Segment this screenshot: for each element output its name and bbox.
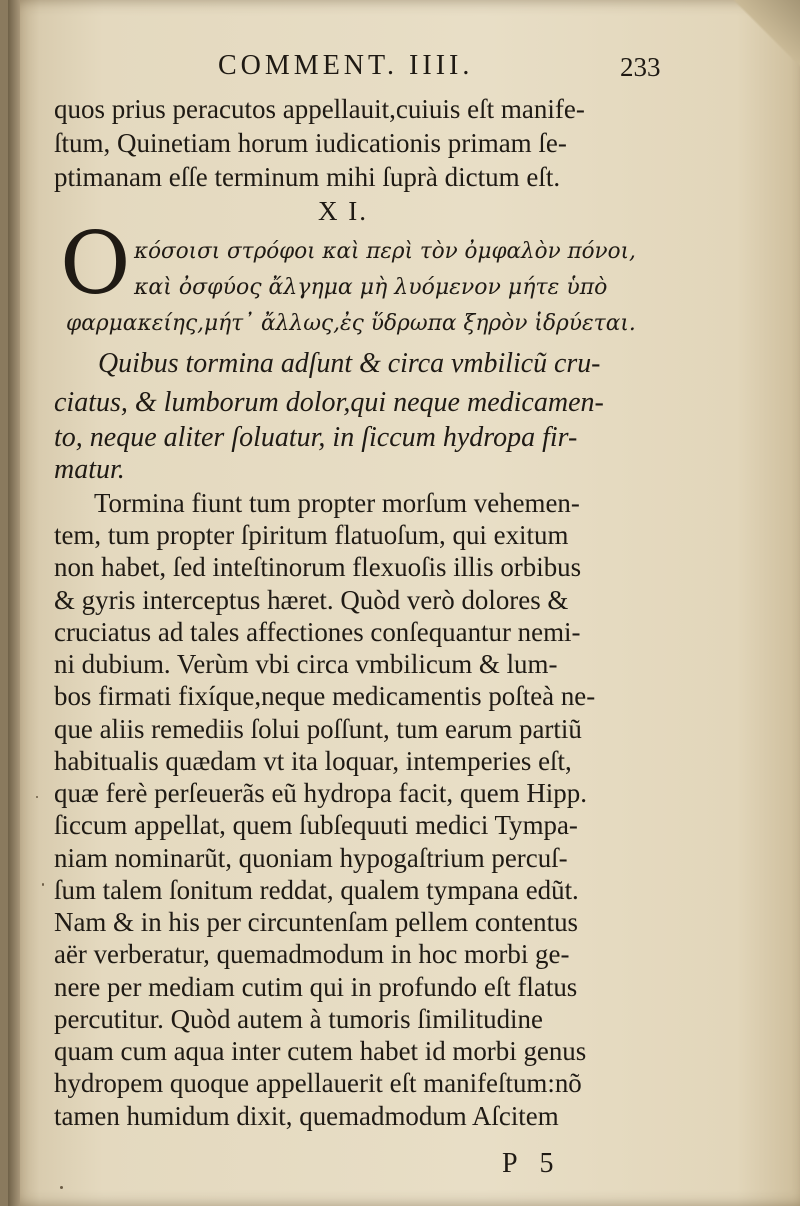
- body-line: nere per mediam cutim qui in profundo eſt flatus: [54, 972, 578, 1002]
- intro-line: ſtum, Quinetiam horum iudicationis primam ſe-: [54, 128, 567, 158]
- latin-translation-line: to, neque aliter ſoluatur, in ſiccum hydropa fir-: [54, 422, 578, 453]
- page-gutter: [8, 0, 20, 1206]
- body-line: ni dubium. Verùm vbi circa vmbilicum & lum-: [54, 649, 558, 679]
- body-line: aër verberatur, quemadmodum in hoc morbi ge-: [54, 939, 570, 969]
- body-line: Nam & in his per circuntenſam pellem contentus: [54, 907, 579, 937]
- ink-speck: [60, 1186, 63, 1189]
- body-line: habitualis quædam vt ita loquar, intemperies eſt,: [54, 746, 572, 776]
- body-line: niam nominarũt, quoniam hypogaſtrium percuſ-: [54, 843, 568, 873]
- body-line: cruciatus ad tales affectiones conſequantur nemi-: [54, 617, 581, 647]
- body-line: quæ ferè perſeuerãs eũ hydropa facit, quem Hipp.: [54, 778, 587, 808]
- body-line: tamen humidum dixit, quemadmodum Aſcitem: [54, 1101, 559, 1131]
- folded-corner: [710, 0, 800, 80]
- greek-line: καὶ ὀσφύος ἄλγημα μὴ λυόμενον μήτε ὑπὸ: [134, 275, 608, 300]
- body-line: tem, tum propter ſpiritum flatuoſum, qui exitum: [54, 520, 569, 550]
- ink-speck: [36, 796, 38, 798]
- greek-line: κόσοισι στρόφοι καὶ περὶ τὸν ὀμφαλὸν πόνοι,: [134, 239, 636, 264]
- intro-line: quos prius peracutos appellauit,cuiuis eſt manife-: [54, 94, 585, 124]
- body-line: ſiccum appellat, quem ſubſequuti medici Tympa-: [54, 810, 578, 840]
- greek-line: φαρμακείης,μήτ᾽ ἄλλως,ἐς ὕδρωπα ξηρὸν ἱδρύεται.: [66, 311, 636, 336]
- body-line: quam cum aqua inter cutem habet id morbi genus: [54, 1036, 587, 1066]
- body-line: ſum talem ſonitum reddat, qualem tympana edũt.: [54, 875, 579, 905]
- page-number: 233: [620, 52, 661, 82]
- drop-capital: O: [60, 214, 131, 314]
- body-line: & gyris interceptus hæret. Quòd verò dolores &: [54, 585, 569, 615]
- latin-translation-line: Quibus tormina adſunt & circa vmbilicũ cru-: [98, 348, 601, 379]
- body-line: bos firmati fixíque,neque medicamentis poſteà ne-: [54, 681, 596, 711]
- section-number: X I.: [318, 196, 368, 226]
- body-line: que aliis remediis ſolui poſſunt, tum earum partiũ: [54, 714, 582, 744]
- latin-translation-line: ciatus, & lumborum dolor,qui neque medicamen-: [54, 387, 604, 418]
- signature-mark: P 5: [502, 1148, 562, 1179]
- book-page: [8, 0, 800, 1206]
- ink-speck: [42, 883, 44, 886]
- body-line: percutitur. Quòd autem à tumoris ſimilitudine: [54, 1004, 543, 1034]
- body-line: hydropem quoque appellauerit eſt manifeſtum:nõ: [54, 1068, 582, 1098]
- running-header: COMMENT. IIII.: [218, 50, 474, 81]
- body-line: non habet, ſed inteſtinorum flexuoſis illis orbibus: [54, 552, 582, 582]
- intro-line: ptimanam eſſe terminum mihi ſuprà dictum eſt.: [54, 162, 561, 192]
- body-line: Tormina fiunt tum propter morſum vehemen-: [94, 488, 580, 518]
- latin-translation-line: matur.: [54, 454, 125, 485]
